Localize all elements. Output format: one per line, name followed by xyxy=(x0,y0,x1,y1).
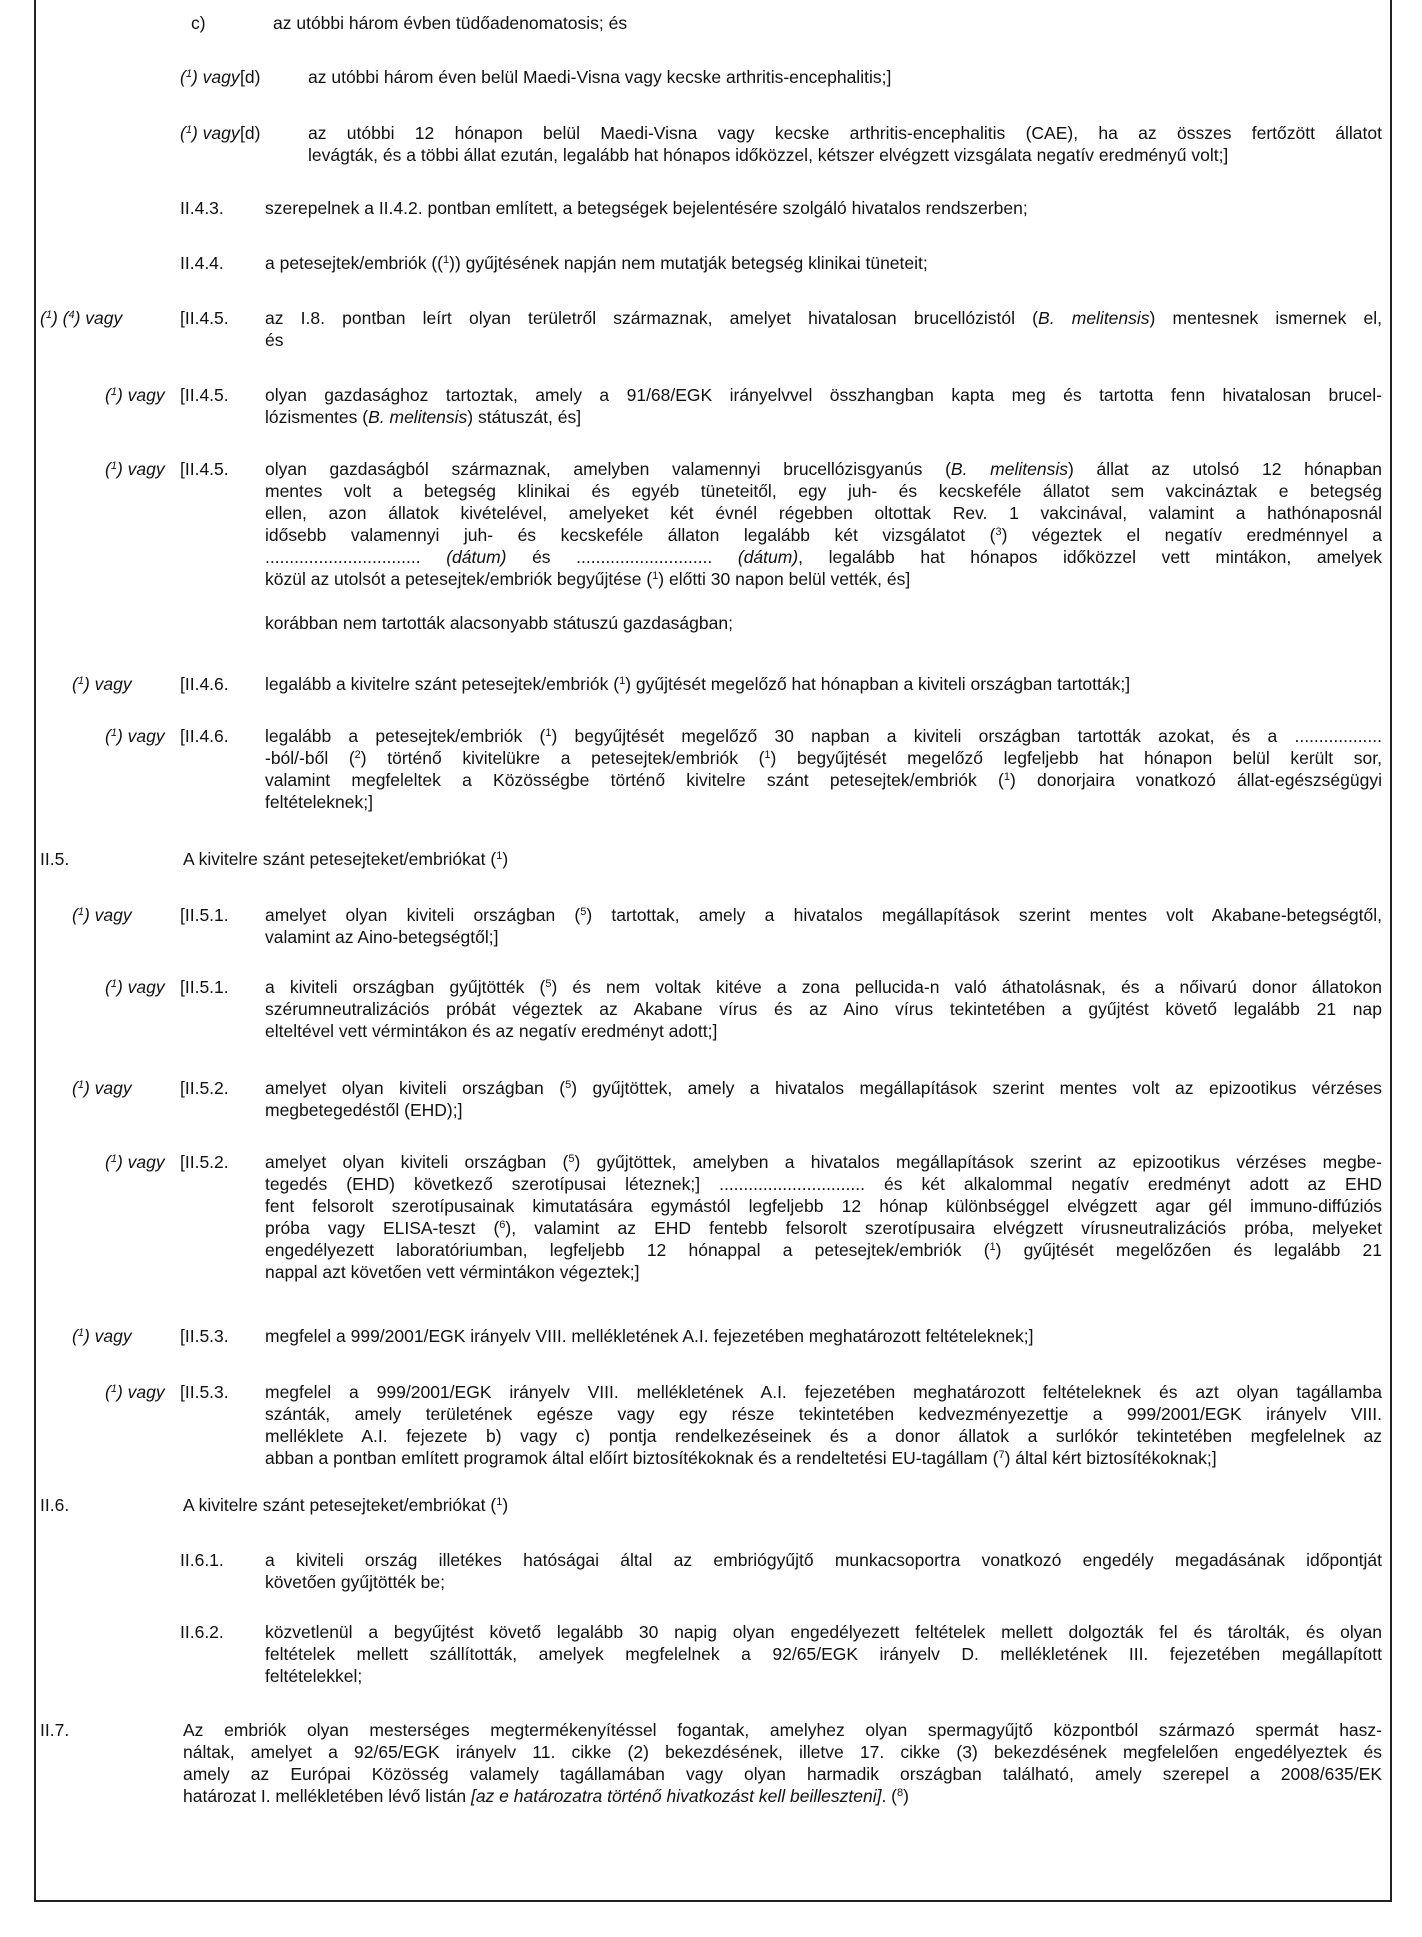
point-text xyxy=(265,1151,1382,1283)
point-number: [II.4.5. xyxy=(180,308,229,328)
point-text xyxy=(265,1077,1382,1121)
text-line: olyan gazdasághoz tartoztak, amely a 91/68/EGK irányelvvel összhangban kapta meg és tartotta fenn hivatalosan brucel- xyxy=(265,385,1382,405)
point-number: II.5. xyxy=(40,849,70,869)
point-number: [II.5.1. xyxy=(180,905,229,925)
point-text xyxy=(308,122,1382,166)
point-number: II.7. xyxy=(40,1720,70,1740)
text-line: szérumneutralizációs próbát végeztek az Akabane vírus és az Aino vírus tekintetében a gyűjtést követő legalább 21 nap xyxy=(265,999,1382,1019)
text-line: megbetegedéstől (EHD);] xyxy=(265,1100,463,1120)
text-line: tegedés (EHD) következő szerotípusai léteznek;] .............................. és két alkalommal negatív eredményt adott az EHD xyxy=(265,1174,1382,1194)
text-line: szerepelnek a II.4.2. pontban említett, a betegségek bejelentésére szolgáló hivatalos rendszerben; xyxy=(265,198,1028,218)
text-line: legalább a kivitelre szánt petesejtek/embriók ($^1$) gyűjtését megelőző hat hónapban a kiviteli országban tartották;] xyxy=(265,674,1131,694)
or-marker: ($^1$) vagy xyxy=(180,123,240,143)
text-line: amelyet olyan kiviteli országban ($^5$) tartottak, amely a hivatalos megállapítások szerint mentes volt Akabane-betegségtől, xyxy=(265,905,1382,925)
text-line: olyan gazdaságból származnak, amelyben valamennyi brucellózisgyanús (B. melitensis) állat az utolsó 12 hónapban xyxy=(265,459,1383,479)
text-line: amelyet olyan kiviteli országban ($^5$) gyűjtöttek, amely a hivatalos megállapítások szerint mentes volt az epizootikus vérzéses xyxy=(265,1078,1382,1098)
text-line: az utóbbi három éven belül Maedi-Visna vagy kecske arthritis-encephalitis;] xyxy=(308,67,892,87)
text-line: valamint az Aino-betegségtől;] xyxy=(265,927,499,947)
text-line: határozat I. mellékletében lévő listán [az e határozatra történő hivatkozást kell beilleszteni]. ($^8$) xyxy=(183,1786,909,1806)
point-number: II.6.2. xyxy=(180,1622,224,1642)
text-line: megfelel a 999/2001/EGK irányelv VIII. mellékletének A.I. fejezetében meghatározott feltételeknek és azt olyan tagállamba xyxy=(265,1382,1382,1402)
or-marker: ($^1$) vagy xyxy=(105,1382,165,1402)
text-line: ................................ (dátum) és ............................ (dátum), legalább hat hónapos időközzel vett mintákon, amelyek xyxy=(265,547,1382,567)
point-number: [II.5.2. xyxy=(180,1152,229,1172)
text-line: náltak, amelyet a 92/65/EGK irányelv 11. cikke (2) bekezdésének, illetve 17. cikke (3) bekezdésének megfelelően engedélyeztek és xyxy=(183,1742,1382,1762)
text-line: legalább a petesejtek/embriók ($^1$) begyűjtését megelőző 30 napban a kiviteli országban tartották azokat, és a .................. xyxy=(265,726,1382,746)
text-line: a kiviteli ország illetékes hatóságai által az embriógyűjtő munkacsoportra vonatkozó engedély megadásának időpontját xyxy=(265,1550,1382,1570)
text-line: ellen, azon állatok kivételével, amelyeket két évnél régebben oltottak Rev. 1 vakcinával, valamint a hathónaposnál xyxy=(265,503,1382,523)
point-number: [II.5.2. xyxy=(180,1078,229,1098)
text-line: mentes volt a betegség klinikai és egyéb tüneteitől, egy juh- és kecskeféle állatot sem vakcináztak e betegség xyxy=(265,481,1382,501)
point-text xyxy=(265,307,1382,351)
text-line: szánták, amely területének egésze vagy egy része tekintetében kedvezményezettje a 999/2001/EGK irányelv VIII. xyxy=(265,1404,1382,1424)
text-line: az utóbbi három évben tüdőadenomatosis; és xyxy=(273,13,628,33)
point-text xyxy=(265,197,1382,219)
point-number: [II.4.6. xyxy=(180,726,229,746)
text-line: melléklete A.I. fejezete b) vagy c) pontja rendelkezéseinek és a donor állatok a surlókór tekintetében megfelelnek az xyxy=(265,1426,1382,1446)
text-line: feltételeknek;] xyxy=(265,792,373,812)
or-marker: ($^1$) vagy xyxy=(72,674,132,694)
text-line: próba vagy ELISA-teszt ($^6$), valamint az EHD fentebb felsorolt szerotípusaira elvégzett vírusneutralizációs próba, melyeket xyxy=(265,1218,1382,1238)
point-number: II.6. xyxy=(40,1495,70,1515)
point-text xyxy=(265,673,1382,695)
text-line: és xyxy=(265,330,284,350)
or-marker: ($^1$) vagy xyxy=(72,905,132,925)
or-marker: ($^1$) vagy xyxy=(105,385,165,405)
point-text xyxy=(265,384,1382,428)
point-text-extra: korábban nem tartották alacsonyabb státuszú gazdaságban; xyxy=(265,613,733,633)
text-line: valamint megfeleltek a Közösségbe történő kivitelre szánt petesejtek/embriók ($^1$) donorjaira vonatkozó állat-egészségügyi xyxy=(265,770,1382,790)
or-marker: ($^1$) vagy xyxy=(105,459,165,479)
point-number: [d) xyxy=(240,67,261,87)
point-number: [d) xyxy=(240,123,261,143)
or-marker: ($^1$) vagy xyxy=(180,67,240,87)
text-line: A kivitelre szánt petesejteket/embriókat ($^1$) xyxy=(183,849,509,869)
text-line: közül az utolsót a petesejtek/embriók begyűjtése ($^1$) előtti 30 napon belül vették, és] xyxy=(265,569,911,589)
text-line: abban a pontban említett programok által előírt biztosítékoknak és a rendeltetési EU-tagállam ($^7$) által kért biztosítékoknak;] xyxy=(265,1448,1217,1468)
point-text xyxy=(265,725,1382,813)
text-line: idősebb valamennyi juh- és kecskeféle állaton legalább két vizsgálatot ($^3$) végeztek el negatív eredménnyel a xyxy=(265,525,1382,545)
text-line: engedélyezett laboratóriumban, legfeljebb 12 hónappal a petesejtek/embriók ($^1$) gyűjtését megelőzően és legalább 21 xyxy=(265,1240,1382,1260)
point-text xyxy=(265,252,1382,274)
point-text xyxy=(265,1549,1382,1593)
or-marker: ($^1$) vagy xyxy=(72,1326,132,1346)
point-number: c) xyxy=(191,13,206,33)
text-line: amely az Európai Közösség valamely tagállamában vagy olyan harmadik országban található, amely szerepel a 2008/635/EK xyxy=(183,1764,1382,1784)
point-text xyxy=(183,1494,1382,1516)
point-number: [II.5.3. xyxy=(180,1382,229,1402)
point-number: II.6.1. xyxy=(180,1550,224,1570)
point-text xyxy=(265,1325,1382,1347)
text-line: az I.8. pontban leírt olyan területről származnak, amelyet hivatalosan brucellózistól (B. melitensis) mentesnek ismernek el, xyxy=(265,308,1383,328)
text-line: az utóbbi 12 hónapon belül Maedi-Visna vagy kecske arthritis-encephalitis (CAE), ha az összes fertőzött állatot xyxy=(308,123,1382,143)
point-number: [II.4.5. xyxy=(180,459,229,479)
point-number: [II.4.5. xyxy=(180,385,229,405)
text-line: lózismentes (B. melitensis) státuszát, és] xyxy=(265,407,582,427)
point-number: II.4.3. xyxy=(180,198,224,218)
or-marker: ($^1$) vagy xyxy=(105,1152,165,1172)
text-line: feltételekkel; xyxy=(265,1666,363,1686)
point-text xyxy=(273,12,1382,34)
text-line: követően gyűjtötték be; xyxy=(265,1572,445,1592)
text-line: -ból/-ből ($^2$) történő kivitelükre a petesejtek/embriók ($^1$) begyűjtését megelőző legfeljebb hat hónapon belül került sor, xyxy=(265,748,1382,768)
text-line: elteltével vett vérmintákon és az negatív eredményt adott;] xyxy=(265,1021,718,1041)
text-line: közvetlenül a begyűjtést követő legalább 30 napig olyan engedélyezett feltételek mellett dolgozták fel és tárolták, és olyan xyxy=(265,1622,1382,1642)
or-marker: ($^1$) vagy xyxy=(105,977,165,997)
point-text xyxy=(308,66,1382,88)
text-line: feltételek mellett szállították, amelyek megfelelnek a 92/65/EGK irányelv D. mellékletének III. fejezetében megállapított xyxy=(265,1644,1382,1664)
or-marker: ($^1$) vagy xyxy=(105,726,165,746)
point-text xyxy=(265,976,1382,1042)
text-line: Az embriók olyan mesterséges megtermékenyítéssel fogantak, amelyhez olyan spermagyűjtő központból származó spermát hasz- xyxy=(183,1720,1382,1740)
point-text xyxy=(265,458,1382,590)
page-border xyxy=(34,0,1392,1902)
text-line: A kivitelre szánt petesejteket/embriókat ($^1$) xyxy=(183,1495,509,1515)
point-number: [II.5.3. xyxy=(180,1326,229,1346)
text-line: megfelel a 999/2001/EGK irányelv VIII. mellékletének A.I. fejezetében meghatározott feltételeknek;] xyxy=(265,1326,1034,1346)
point-number: [II.5.1. xyxy=(180,977,229,997)
point-text xyxy=(265,1621,1382,1687)
text-line: nappal azt követően vett vérmintákon végeztek;] xyxy=(265,1262,640,1282)
text-line: amelyet olyan kiviteli országban ($^5$) gyűjtöttek, amelyben a hivatalos megállapítások szerint az epizootikus vérzéses megbe- xyxy=(265,1152,1382,1172)
point-text xyxy=(183,848,1382,870)
point-number: [II.4.6. xyxy=(180,674,229,694)
text-line: fent felsorolt szerotípusainak kimutatására egymástól legfeljebb 12 hónap különbséggel elvégzett agar gél immuno-diffúziós xyxy=(265,1196,1382,1216)
text-line: a kiviteli országban gyűjtötték ($^5$) és nem voltak kitéve a zona pellucida-n való áthatolásnak, és a nőivarú donor állatokon xyxy=(265,977,1382,997)
point-text xyxy=(265,904,1382,948)
point-text xyxy=(265,1381,1382,1469)
or-marker: ($^1$) ($^4$) vagy xyxy=(40,308,123,328)
point-text xyxy=(183,1719,1382,1807)
text-line: a petesejtek/embriók (($^1$)) gyűjtésének napján nem mutatják betegség klinikai tüneteit; xyxy=(265,253,928,273)
or-marker: ($^1$) vagy xyxy=(72,1078,132,1098)
text-line: levágták, és a többi állat ezután, legalább hat hónapos időközzel, kétszer elvégzett vizsgálata negatív eredményű volt;] xyxy=(308,145,1229,165)
point-number: II.4.4. xyxy=(180,253,224,273)
